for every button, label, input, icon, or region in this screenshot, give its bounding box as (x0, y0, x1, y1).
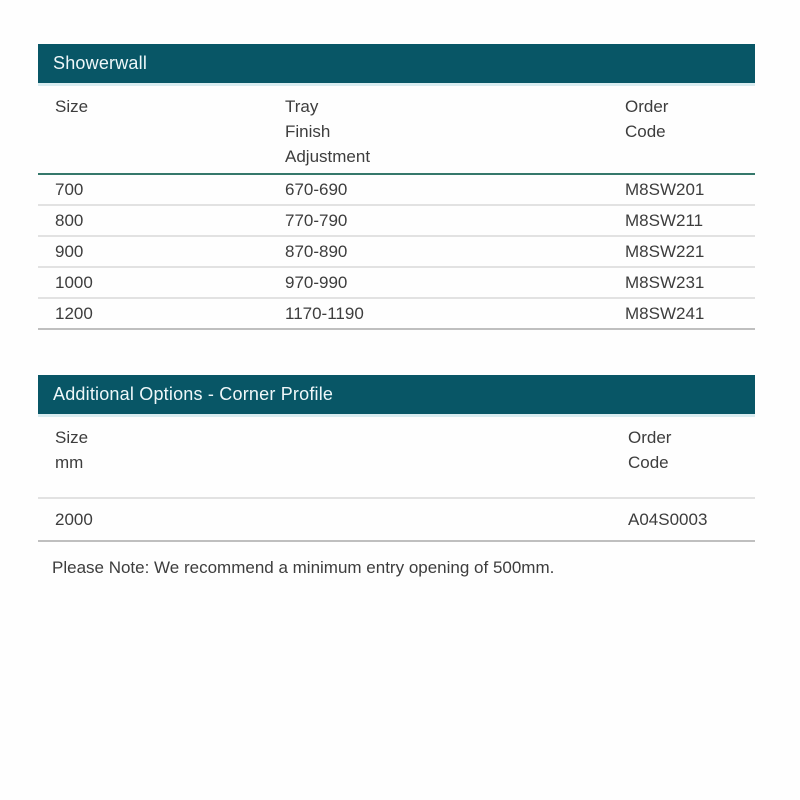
table-row (38, 268, 755, 299)
showerwall-title-band (38, 44, 755, 86)
showerwall-title: Showerwall (53, 53, 148, 73)
showerwall-header-row (38, 86, 755, 173)
header-order-label: Order (625, 97, 669, 116)
table-row (38, 499, 755, 542)
header-size-mm-column (55, 425, 628, 475)
header-mm-label: mm (55, 453, 84, 472)
header-tray-adjustment-column (285, 94, 625, 169)
table-row (38, 175, 755, 206)
size-cell: 900 (55, 241, 84, 261)
options-header-row (38, 417, 755, 475)
please-note-text: Please Note: We recommend a minimum entry opening of 500mm. (52, 558, 555, 577)
adjustment-cell: 670-690 (285, 179, 348, 199)
additional-options-table (38, 375, 755, 542)
table-row (38, 299, 755, 330)
additional-options-title: Additional Options - Corner Profile (53, 384, 334, 404)
size-cell: 2000 (55, 509, 93, 529)
header-order-label: Order (628, 428, 672, 447)
header-code-label: Code (625, 122, 666, 141)
adjustment-cell: 970-990 (285, 272, 348, 292)
showerwall-table (38, 44, 755, 330)
header-finish-label: Finish (285, 122, 331, 141)
size-cell: 1200 (55, 303, 93, 323)
header-code-label: Code (628, 453, 669, 472)
order-code-cell: M8SW221 (625, 241, 705, 261)
order-code-cell: M8SW211 (625, 210, 704, 230)
header-order-code-column (625, 94, 755, 169)
header-size-label: Size (55, 97, 89, 116)
order-code-cell: M8SW201 (625, 179, 705, 199)
header-size-label: Size (55, 428, 89, 447)
size-cell: 700 (55, 179, 84, 199)
size-cell: 800 (55, 210, 84, 230)
header-tray-label: Tray (285, 97, 319, 116)
adjustment-cell: 870-890 (285, 241, 348, 261)
order-code-cell: M8SW231 (625, 272, 705, 292)
adjustment-cell: 770-790 (285, 210, 348, 230)
size-cell: 1000 (55, 272, 93, 292)
table-row (38, 206, 755, 237)
order-code-cell: A04S0003 (628, 509, 708, 529)
adjustment-cell: 1170-1190 (285, 303, 364, 323)
table-row (38, 237, 755, 268)
header-adjustment-label: Adjustment (285, 147, 371, 166)
header-size-column (55, 94, 285, 169)
additional-options-title-band (38, 375, 755, 417)
order-code-cell: M8SW241 (625, 303, 705, 323)
header-order-code-column (628, 425, 755, 475)
